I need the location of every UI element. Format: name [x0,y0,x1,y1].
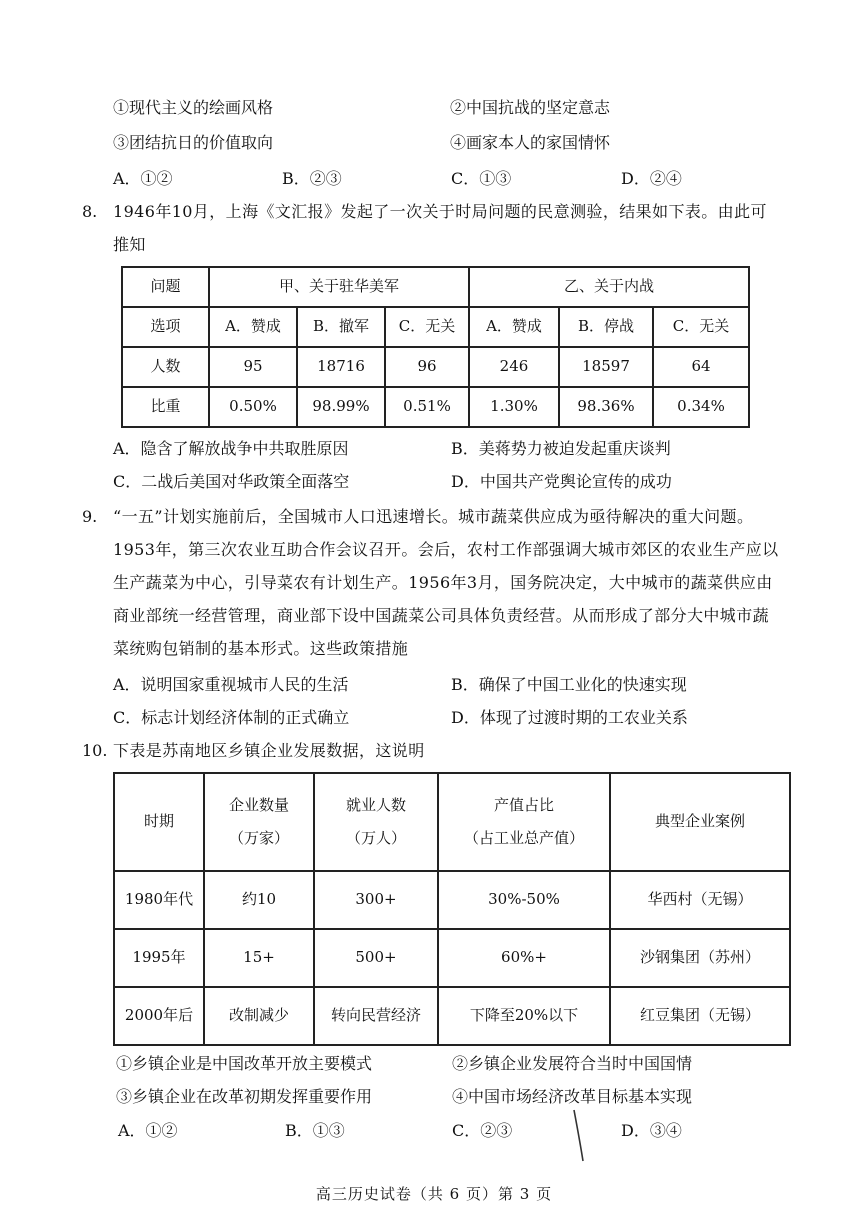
table-cell: 2000年后 [114,987,204,1045]
q10-choice-a: A．①② [118,1121,178,1140]
table-cell: 选项 [122,307,209,347]
table-cell: 60%+ [438,929,610,987]
table-row [122,387,749,427]
table-cell: 300+ [314,871,438,929]
q9-choice-b: B．确保了中国工业化的快速实现 [451,675,687,694]
table-row [122,307,749,347]
q10-option-4: ④中国市场经济改革目标基本实现 [452,1087,693,1106]
q7-option-4: ④画家本人的家国情怀 [450,133,611,152]
q8-choice-a: A．隐含了解放战争中共取胜原因 [113,439,349,458]
header-line: 就业人数 [345,795,406,814]
table-cell: 15+ [204,929,314,987]
q7-choice-d: D．②④ [621,169,682,188]
header-line: （万家） [228,829,289,847]
q8-table [121,266,750,428]
table-cell: 约10 [204,871,314,929]
q8-stem-line-2: 推知 [113,235,146,254]
table-cell: B．撤军 [297,307,385,347]
q9-number: 9. [82,507,98,526]
q10-table [113,772,791,1046]
q7-choice-c: C．①③ [451,169,512,188]
q9-stem-line-1: “一五”计划实施前后，全国城市人口迅速增长。城市蔬菜供应成为亟待解决的重大问题。 [113,507,754,526]
header-line: 时期 [143,812,174,831]
table-header-cell: 问题 [122,267,209,307]
page-footer: 高三历史试卷（共 6 页）第 3 页 [315,1185,553,1203]
table-cell: B．停战 [559,307,653,347]
table-cell: 华西村（无锡） [610,871,790,929]
q9-choice-d: D．体现了过渡时期的工农业关系 [451,708,688,727]
q8-choice-d: D．中国共产党舆论宣传的成功 [451,472,672,491]
table-cell: 246 [469,347,559,387]
table-cell: 30%-50% [438,871,610,929]
q10-stem: 下表是苏南地区乡镇企业发展数据，这说明 [113,741,425,760]
table-cell: 下降至20%以下 [438,987,610,1045]
table-cell: 转向民营经济 [314,987,438,1045]
table-cell: C．无关 [385,307,469,347]
table-cell: 0.34% [653,387,749,427]
table-header-cell [114,773,204,871]
q9-stem-line-5: 菜统购包销制的基本形式。这些政策措施 [113,639,409,658]
table-header-cell [204,773,314,871]
table-cell: 98.36% [559,387,653,427]
q10-option-1: ①乡镇企业是中国改革开放主要模式 [116,1054,373,1073]
q7-option-2: ②中国抗战的坚定意志 [450,98,611,117]
table-row [114,929,790,987]
table-cell: 96 [385,347,469,387]
q9-stem-line-3: 生产蔬菜为中心，引导菜农有计划生产。1956年3月，国务院决定，大中城市的蔬菜供应由 [113,573,773,592]
table-cell: 改制减少 [204,987,314,1045]
table-cell: A．赞成 [209,307,297,347]
table-cell: C．无关 [653,307,749,347]
q7-choice-b: B．②③ [282,169,342,188]
q10-number: 10. [82,741,108,760]
table-cell: 1995年 [114,929,204,987]
table-cell: 1.30% [469,387,559,427]
table-cell: 18597 [559,347,653,387]
table-cell: 1980年代 [114,871,204,929]
q8-choice-b: B．美蒋势力被迫发起重庆谈判 [451,439,671,458]
q7-option-1: ①现代主义的绘画风格 [113,98,274,117]
table-cell: A．赞成 [469,307,559,347]
table-header-row [122,267,749,307]
q8-stem-line-1: 1946年10月，上海《文汇报》发起了一次关于时局问题的民意测验，结果如下表。由此可 [113,202,767,221]
table-header-cell [438,773,610,871]
q8-number: 8. [82,202,98,221]
table-cell: 比重 [122,387,209,427]
table-row [114,871,790,929]
table-row [122,347,749,387]
q10-option-2: ②乡镇企业发展符合当时中国国情 [452,1054,693,1073]
table-header-row [114,773,790,871]
header-line: 企业数量 [228,795,289,814]
table-cell: 红豆集团（无锡） [610,987,790,1045]
table-cell: 500+ [314,929,438,987]
table-cell: 0.51% [385,387,469,427]
table-cell: 0.50% [209,387,297,427]
table-cell: 95 [209,347,297,387]
q10-choice-c: C．②③ [452,1121,513,1140]
q10-option-3: ③乡镇企业在改革初期发挥重要作用 [116,1087,373,1106]
q9-stem-line-4: 商业部统一经营管理，商业部下设中国蔬菜公司具体负责经营。从而形成了部分大中城市蔬 [113,606,770,625]
table-header-cell: 甲、关于驻华美军 [209,267,469,307]
q8-choice-c: C．二战后美国对华政策全面落空 [113,472,350,491]
q10-choice-b: B．①③ [285,1121,345,1140]
table-cell: 人数 [122,347,209,387]
header-line: （占工业总产值） [463,829,584,847]
q9-choice-c: C．标志计划经济体制的正式确立 [113,708,350,727]
pen-stroke-mark [572,1108,586,1164]
header-line: （万人） [345,829,406,847]
header-line: 产值占比 [493,795,554,814]
table-cell: 沙钢集团（苏州） [610,929,790,987]
q7-choice-a: A．①② [113,169,173,188]
table-header-cell: 乙、关于内战 [469,267,749,307]
table-header-cell [610,773,790,871]
q7-option-3: ③团结抗日的价值取向 [113,133,274,152]
header-line: 典型企业案例 [654,812,745,831]
table-header-cell [314,773,438,871]
q9-stem-line-2: 1953年，第三次农业互助合作会议召开。会后，农村工作部强调大城市郊区的农业生产应以 [113,540,779,559]
q9-choice-a: A．说明国家重视城市人民的生活 [113,675,349,694]
q10-choice-d: D．③④ [621,1121,682,1140]
table-row [114,987,790,1045]
table-cell: 64 [653,347,749,387]
table-cell: 18716 [297,347,385,387]
table-cell: 98.99% [297,387,385,427]
